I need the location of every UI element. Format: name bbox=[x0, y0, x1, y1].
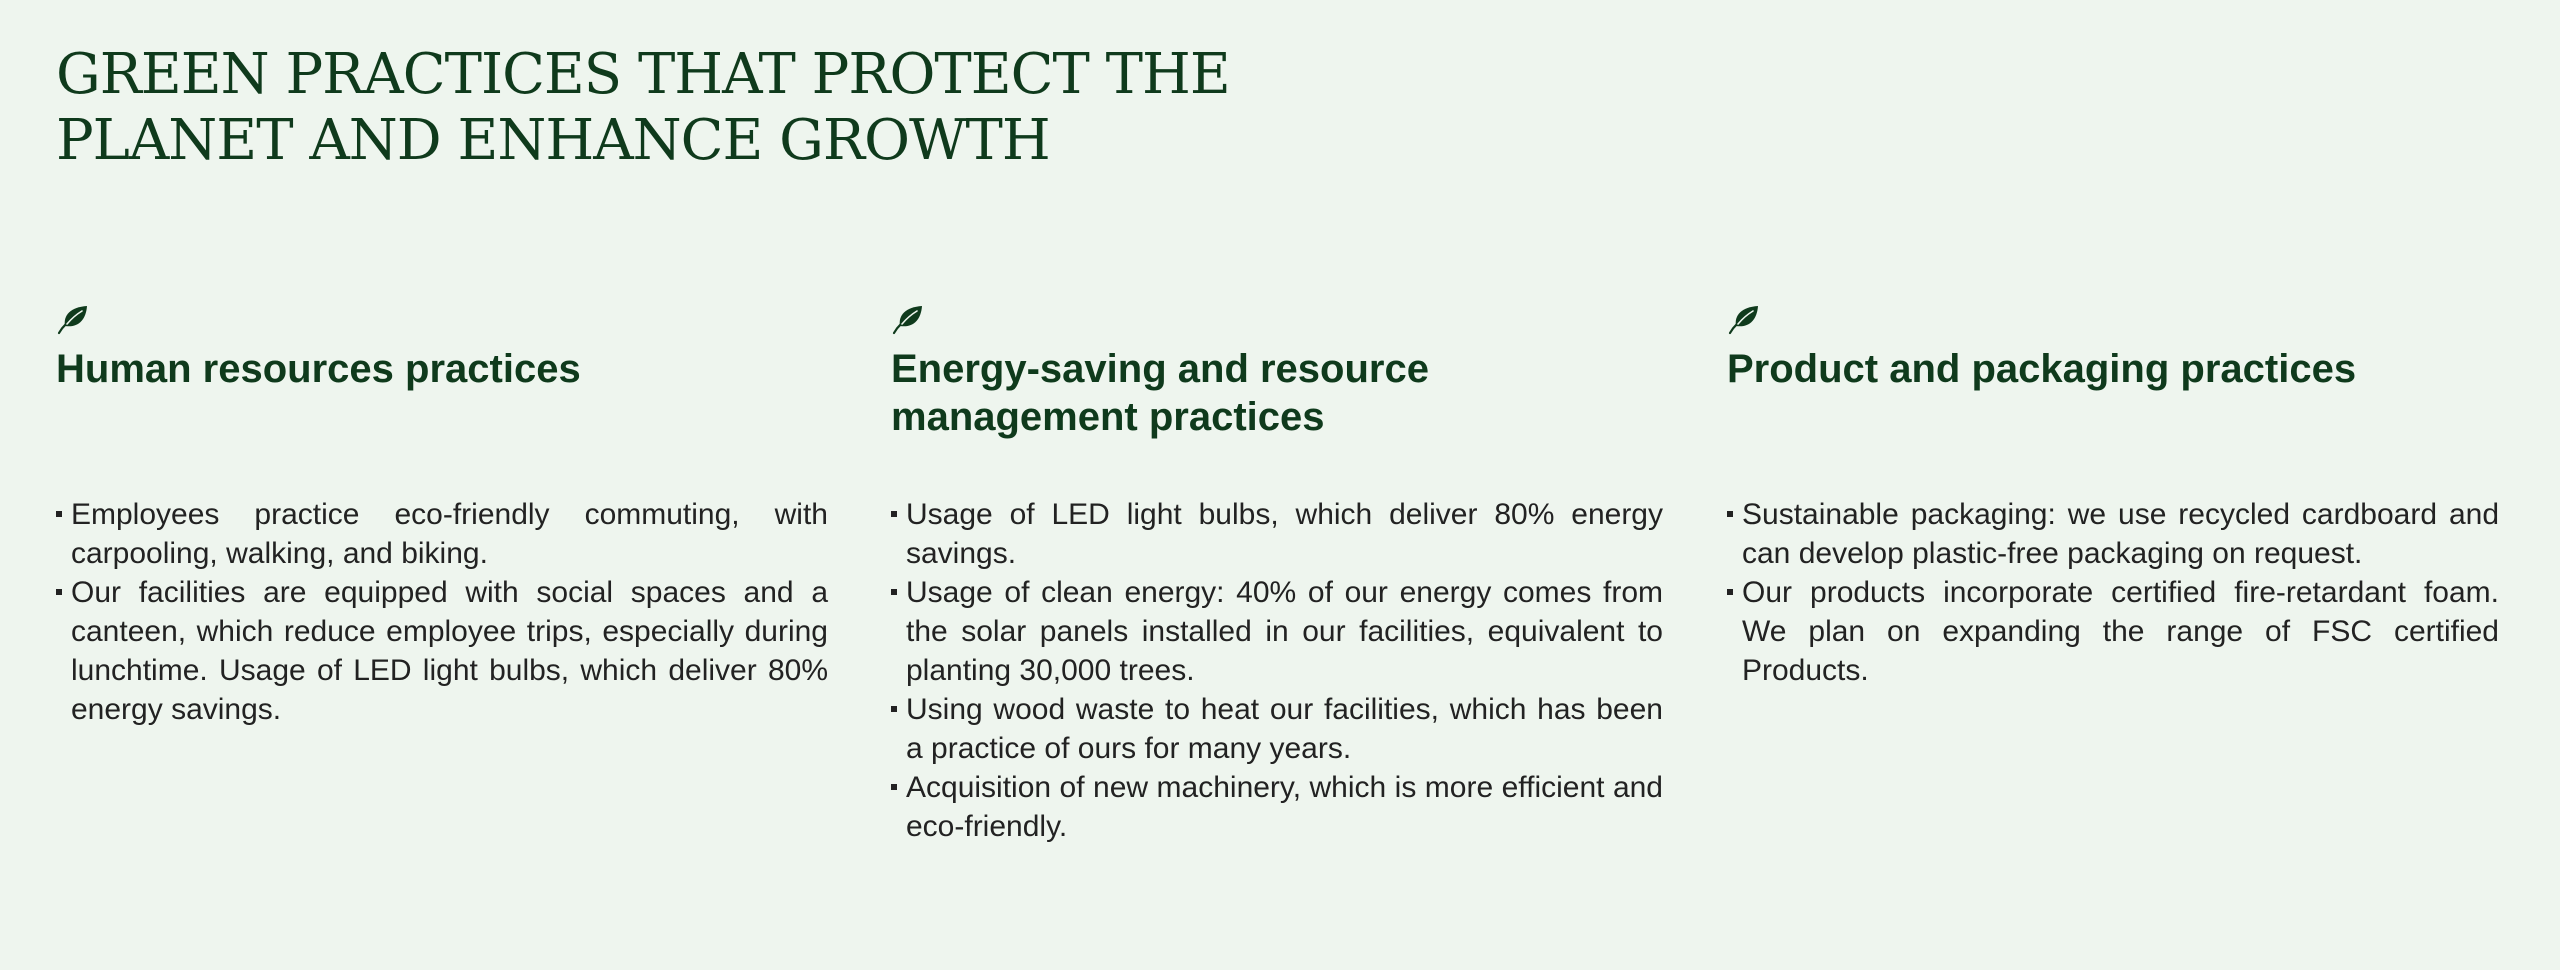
list-item: Usage of LED light bulbs, which deliver 80% energy savings. bbox=[891, 495, 1663, 573]
leaf-icon bbox=[891, 302, 925, 336]
list-item: Our facilities are equipped with social spaces and a canteen, which reduce employee trips, especially during lunchtime. Usage of LED light bulbs, which deliver 80% energy savings. bbox=[56, 573, 828, 729]
leaf-icon bbox=[56, 302, 90, 336]
practice-column-product-packaging bbox=[1727, 302, 2499, 690]
practice-column-energy-saving bbox=[891, 302, 1663, 846]
list-item: Using wood waste to heat our facilities, which has been a practice of ours for many years. bbox=[891, 690, 1663, 768]
list-item: Sustainable packaging: we use recycled cardboard and can develop plastic-free packaging on request. bbox=[1727, 495, 2499, 573]
list-item: Acquisition of new machinery, which is more efficient and eco-friendly. bbox=[891, 768, 1663, 846]
practice-list bbox=[891, 495, 1663, 846]
leaf-icon bbox=[1727, 302, 1761, 336]
practice-column-human-resources bbox=[56, 302, 828, 729]
practice-list bbox=[56, 495, 828, 729]
list-item: Our products incorporate certified fire-retardant foam. We plan on expanding the range of FSC certified Products. bbox=[1727, 573, 2499, 690]
practice-list bbox=[1727, 495, 2499, 690]
list-item: Usage of clean energy: 40% of our energy comes from the solar panels installed in our facilities, equivalent to planting 30,000 trees. bbox=[891, 573, 1663, 690]
section-heading: Product and packaging practices bbox=[1727, 347, 2357, 391]
section-heading: Energy-saving and resource management practices bbox=[891, 347, 1429, 439]
section-heading: Human resources practices bbox=[56, 347, 581, 391]
list-item: Employees practice eco-friendly commuting, with carpooling, walking, and biking. bbox=[56, 495, 828, 573]
page-title: GREEN PRACTICES THAT PROTECT THE PLANET AND ENHANCE GROWTH bbox=[56, 42, 1230, 173]
